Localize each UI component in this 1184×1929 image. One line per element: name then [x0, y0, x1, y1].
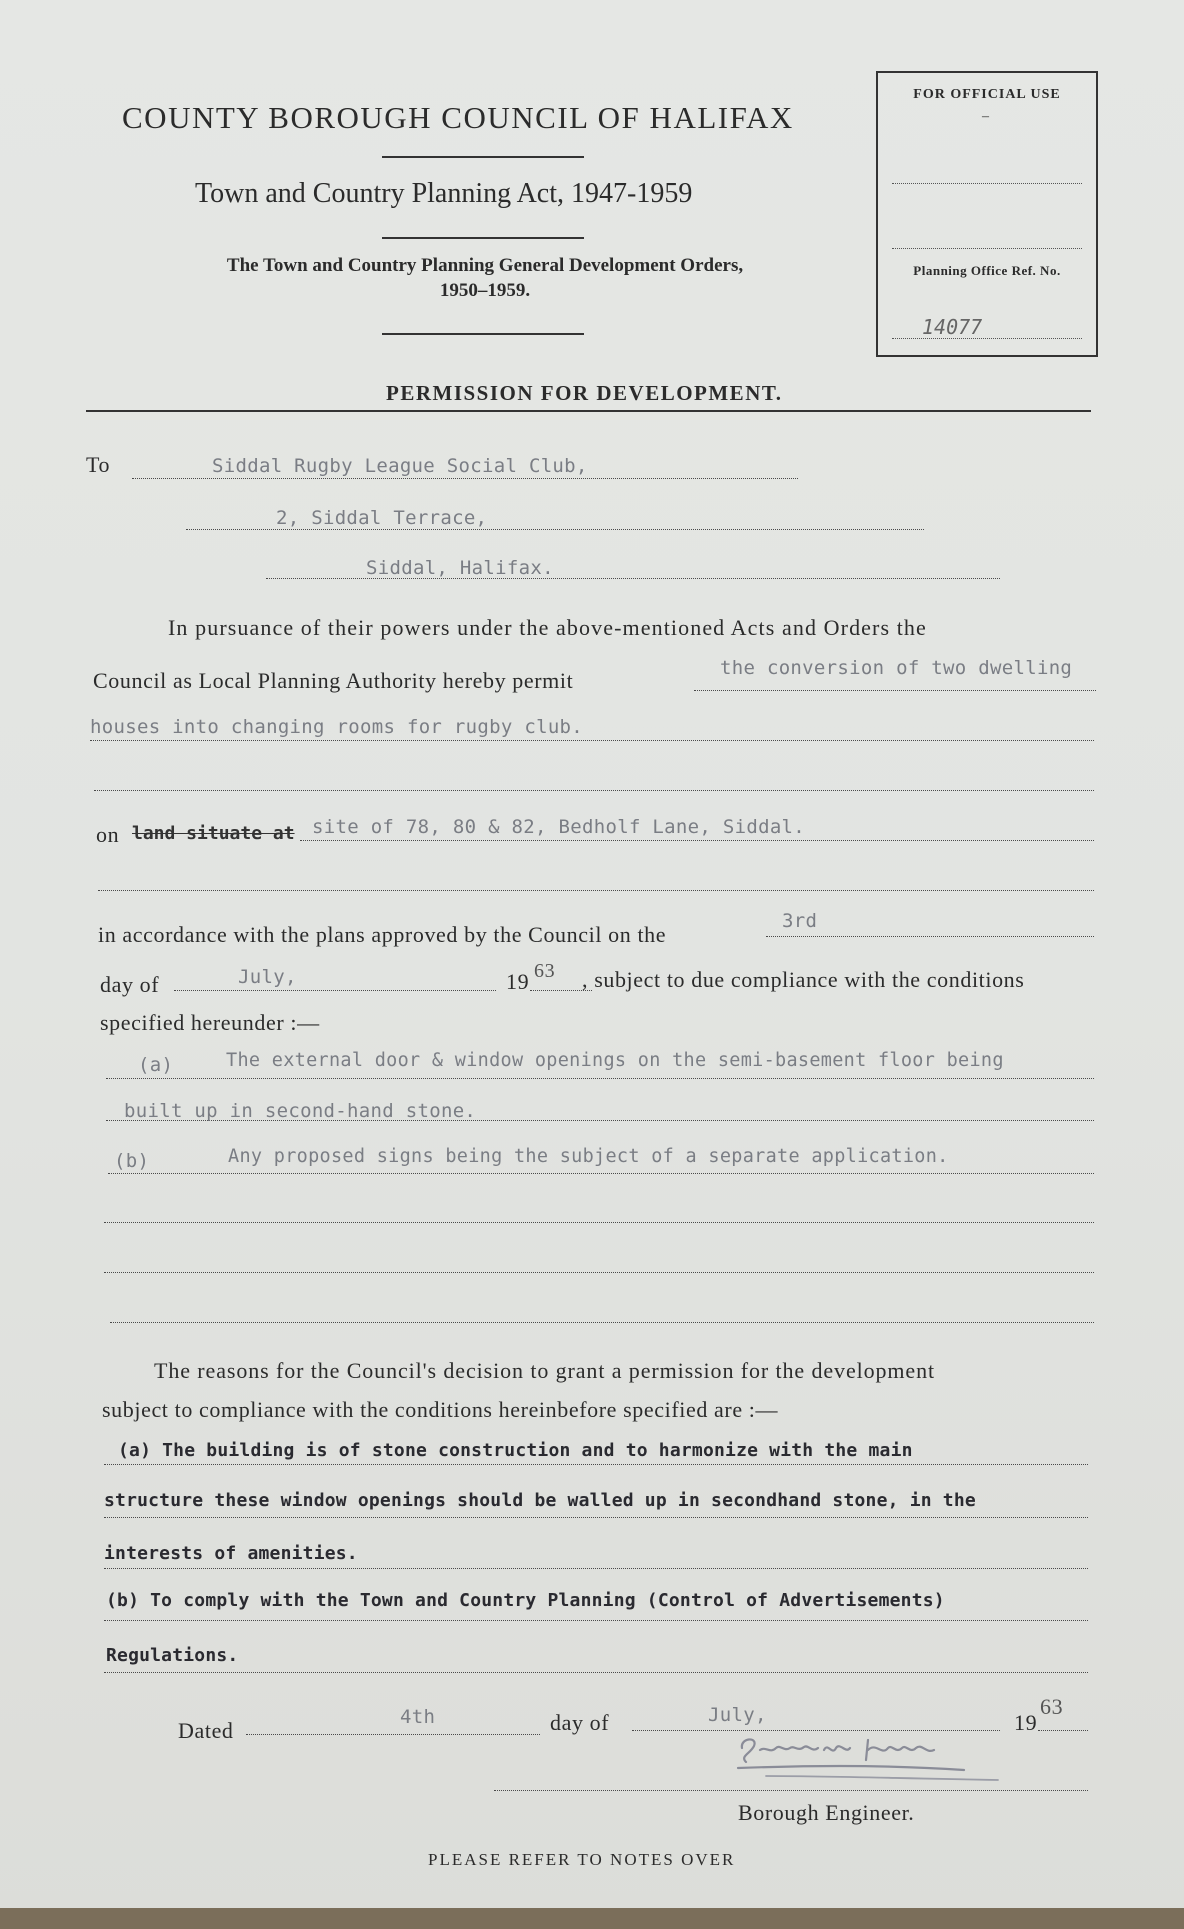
condition-line [106, 1078, 1094, 1079]
permit-description-1: the conversion of two dwelling [720, 657, 1073, 679]
permit-line [694, 690, 1096, 691]
condition-a-line-1: The external door & window openings on the semi-basement floor being [226, 1050, 1004, 1071]
dated-month: July, [708, 1704, 767, 1726]
reason-line [104, 1620, 1088, 1621]
addressee-town: Siddal, Halifax. [366, 557, 554, 579]
condition-b-marker: (b) [114, 1150, 150, 1172]
plans-day: 3rd [782, 910, 818, 932]
reasons-intro-line-2: subject to compliance with the conditions hereinbefore specified are :— [102, 1397, 779, 1422]
signature-title: Borough Engineer. [738, 1800, 915, 1825]
addressee-street: 2, Siddal Terrace, [276, 507, 488, 529]
reason-a-line-1: (a) The building is of stone construction and to harmonize with the main [118, 1440, 913, 1461]
orders-line-1: The Town and Country Planning General Development Orders, [226, 255, 744, 276]
condition-a-marker: (a) [138, 1054, 174, 1076]
header-divider [382, 237, 584, 239]
permit-line [90, 740, 1094, 741]
reason-line [104, 1517, 1088, 1518]
condition-line [104, 1222, 1094, 1223]
condition-b-line-1: Any proposed signs being the subject of a separate application. [228, 1146, 949, 1167]
on-label: on [96, 822, 120, 847]
permit-paragraph-line-1: In pursuance of their powers under the above-mentioned Acts and Orders the [168, 615, 927, 640]
compliance-text: , subject to due compliance with the conditions [582, 967, 1025, 992]
dated-day: 4th [400, 1706, 436, 1728]
dated-day-line [246, 1734, 540, 1735]
act-heading: Town and Country Planning Act, 1947-1959 [195, 178, 693, 209]
reason-b-line-2: Regulations. [106, 1645, 239, 1666]
official-use-dash: – [982, 109, 989, 124]
signature-line [494, 1790, 1088, 1791]
planning-ref-label: Planning Office Ref. No. [913, 263, 1061, 278]
condition-a-line-2: built up in second-hand stone. [124, 1100, 477, 1122]
orders-heading [140, 254, 830, 303]
footer-note: PLEASE REFER TO NOTES OVER [428, 1850, 736, 1869]
table-edge [0, 1908, 1184, 1929]
reason-a-line-2: structure these window openings should be walled up in secondhand stone, in the [104, 1490, 976, 1511]
condition-line [104, 1272, 1094, 1273]
site-line [98, 890, 1094, 891]
council-heading: COUNTY BOROUGH COUNCIL OF HALIFAX [122, 100, 794, 135]
specified-label: specified hereunder :— [100, 1010, 320, 1035]
dated-day-of-label: day of [550, 1710, 610, 1735]
header-divider [382, 333, 584, 335]
address-line [132, 478, 798, 479]
planning-ref-number: 14077 [922, 315, 983, 339]
dated-year-suffix: 63 [1040, 1694, 1064, 1719]
plans-month: July, [238, 966, 297, 988]
dated-label: Dated [178, 1718, 234, 1743]
engineer-signature [736, 1726, 1016, 1786]
official-use-box [876, 71, 1098, 357]
header-divider [382, 156, 584, 158]
addressee-name: Siddal Rugby League Social Club, [212, 455, 588, 477]
permit-line [94, 790, 1094, 791]
to-label: To [86, 452, 111, 477]
reasons-intro-line-1: The reasons for the Council's decision to grant a permission for the development [154, 1358, 936, 1383]
plans-day-line [766, 936, 1094, 937]
official-use-line [892, 248, 1082, 249]
plans-approved-label: in accordance with the plans approved by the Council on the [98, 922, 667, 947]
permit-description-2: houses into changing rooms for rugby club. [90, 716, 584, 738]
site-description: site of 78, 80 & 82, Bedholf Lane, Siddal. [312, 816, 806, 838]
address-line [186, 529, 924, 530]
permit-paragraph-line-2: Council as Local Planning Authority hereby permit [93, 668, 574, 693]
year-prefix: 19 [506, 969, 530, 994]
reason-line [104, 1568, 1088, 1569]
reason-a-line-3: interests of amenities. [104, 1543, 358, 1564]
day-of-label: day of [100, 972, 160, 997]
plans-year-suffix: 63 [534, 960, 556, 982]
reason-b-line-1: (b) To comply with the Town and Country Planning (Control of Advertisements) [106, 1590, 945, 1611]
dated-year-prefix: 19 [1014, 1710, 1038, 1735]
official-use-line [892, 183, 1082, 184]
official-use-title: FOR OFFICIAL USE [913, 87, 1061, 102]
title-rule [86, 410, 1091, 412]
reason-line [104, 1672, 1088, 1673]
condition-line [108, 1173, 1094, 1174]
official-use-line [892, 338, 1082, 339]
condition-line [110, 1322, 1094, 1323]
form-title: PERMISSION FOR DEVELOPMENT. [386, 381, 783, 405]
month-line [174, 990, 496, 991]
dated-year-line [1038, 1730, 1088, 1731]
orders-line-2: 1950–1959. [439, 279, 531, 301]
site-line [300, 840, 1094, 841]
reason-line [104, 1464, 1088, 1465]
land-situate-struck: land situate at [132, 823, 295, 844]
